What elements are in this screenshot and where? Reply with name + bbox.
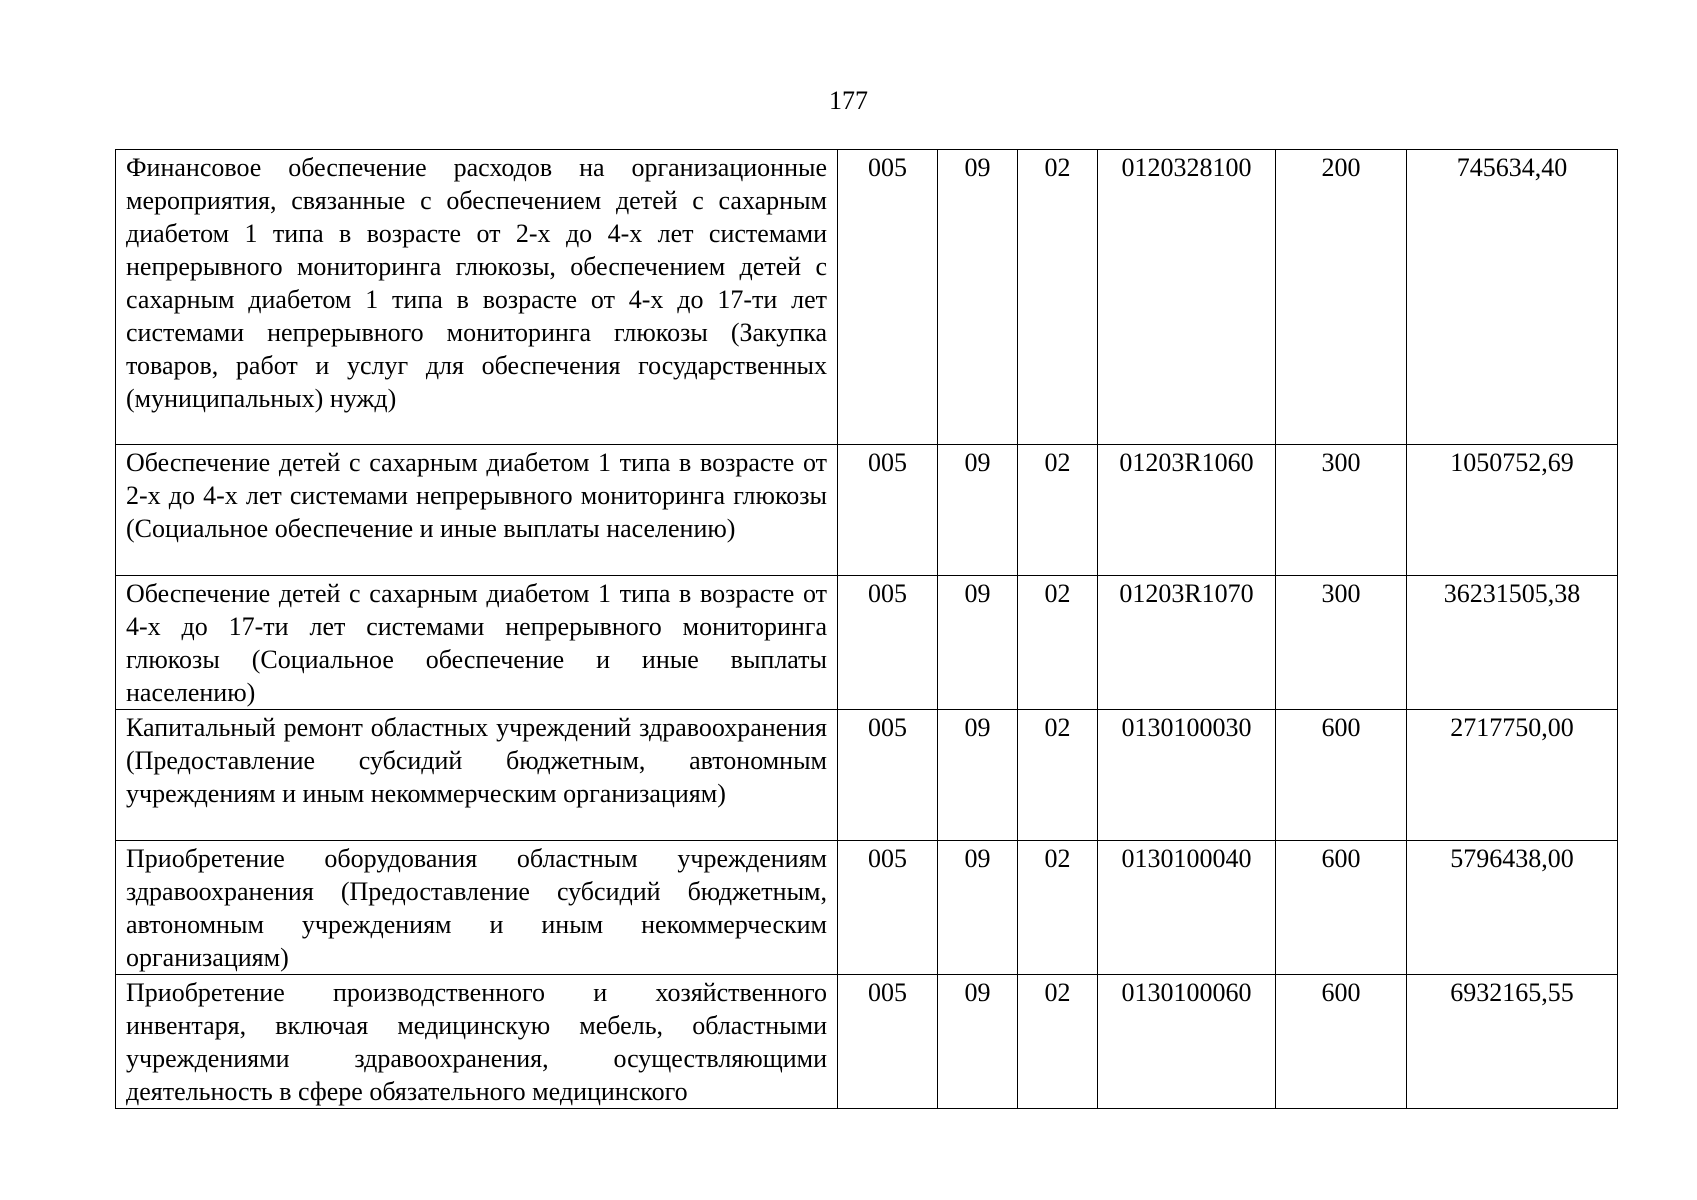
expense-name-cell: Капитальный ремонт областных учреждений здравоохранения (Предоставление субсидий бюджетным, автономным учреждениям и иным некоммерческим организациям) [116,710,838,841]
expense-type-cell: 200 [1276,150,1407,445]
expense-name-cell: Приобретение производственного и хозяйственного инвентаря, включая медицинскую мебель, областными учреждениями здравоохранения, осуществляющими деятельность в сфере обязательного медицинского [116,975,838,1109]
target-article-cell: 0130100040 [1098,841,1276,975]
ministry-code-cell: 005 [838,150,938,445]
amount-cell: 6932165,55 [1407,975,1618,1109]
target-article-cell: 01203R1060 [1098,445,1276,576]
amount-cell: 745634,40 [1407,150,1618,445]
section-code-cell: 09 [938,445,1018,576]
subsection-code-cell: 02 [1018,576,1098,710]
ministry-code-cell: 005 [838,975,938,1109]
expense-name-cell: Обеспечение детей с сахарным диабетом 1 типа в возрасте от 2-х до 4-х лет системами непрерывного мониторинга глюкозы (Социальное обеспечение и иные выплаты населению) [116,445,838,576]
table-row [116,445,1618,576]
amount-cell: 2717750,00 [1407,710,1618,841]
table-row [116,841,1618,975]
target-article-cell: 0130100030 [1098,710,1276,841]
subsection-code-cell: 02 [1018,445,1098,576]
expense-type-cell: 600 [1276,975,1407,1109]
amount-cell: 36231505,38 [1407,576,1618,710]
expense-type-cell: 600 [1276,710,1407,841]
expense-type-cell: 300 [1276,576,1407,710]
table-row [116,710,1618,841]
table-row [116,150,1618,445]
ministry-code-cell: 005 [838,576,938,710]
target-article-cell: 0130100060 [1098,975,1276,1109]
section-code-cell: 09 [938,975,1018,1109]
subsection-code-cell: 02 [1018,150,1098,445]
section-code-cell: 09 [938,841,1018,975]
subsection-code-cell: 02 [1018,975,1098,1109]
subsection-code-cell: 02 [1018,710,1098,841]
subsection-code-cell: 02 [1018,841,1098,975]
expense-name-cell: Обеспечение детей с сахарным диабетом 1 типа в возрасте от 4-х до 17-ти лет системами непрерывного мониторинга глюкозы (Социальное обеспечение и иные выплаты населению) [116,576,838,710]
expense-type-cell: 300 [1276,445,1407,576]
expense-type-cell: 600 [1276,841,1407,975]
target-article-cell: 0120328100 [1098,150,1276,445]
section-code-cell: 09 [938,576,1018,710]
budget-table [115,149,1618,1109]
amount-cell: 1050752,69 [1407,445,1618,576]
target-article-cell: 01203R1070 [1098,576,1276,710]
expense-name-cell: Приобретение оборудования областным учреждениям здравоохранения (Предоставление субсидий бюджетным, автономным учреждениям и иным некоммерческим организациям) [116,841,838,975]
table-row [116,975,1618,1109]
ministry-code-cell: 005 [838,710,938,841]
section-code-cell: 09 [938,710,1018,841]
amount-cell: 5796438,00 [1407,841,1618,975]
table-row [116,576,1618,710]
page-number: 177 [829,86,868,115]
ministry-code-cell: 005 [838,841,938,975]
ministry-code-cell: 005 [838,445,938,576]
expense-name-cell: Финансовое обеспечение расходов на организационные мероприятия, связанные с обеспечением детей с сахарным диабетом 1 типа в возрасте от 2-х до 4-х лет системами непрерывного мониторинга глюкозы, обеспечением детей с сахарным диабетом 1 типа в возрасте от 4-х до 17-ти лет системами непрерывного мониторинга глюкозы (Закупка товаров, работ и услуг для обеспечения государственных (муниципальных) нужд) [116,150,838,445]
section-code-cell: 09 [938,150,1018,445]
